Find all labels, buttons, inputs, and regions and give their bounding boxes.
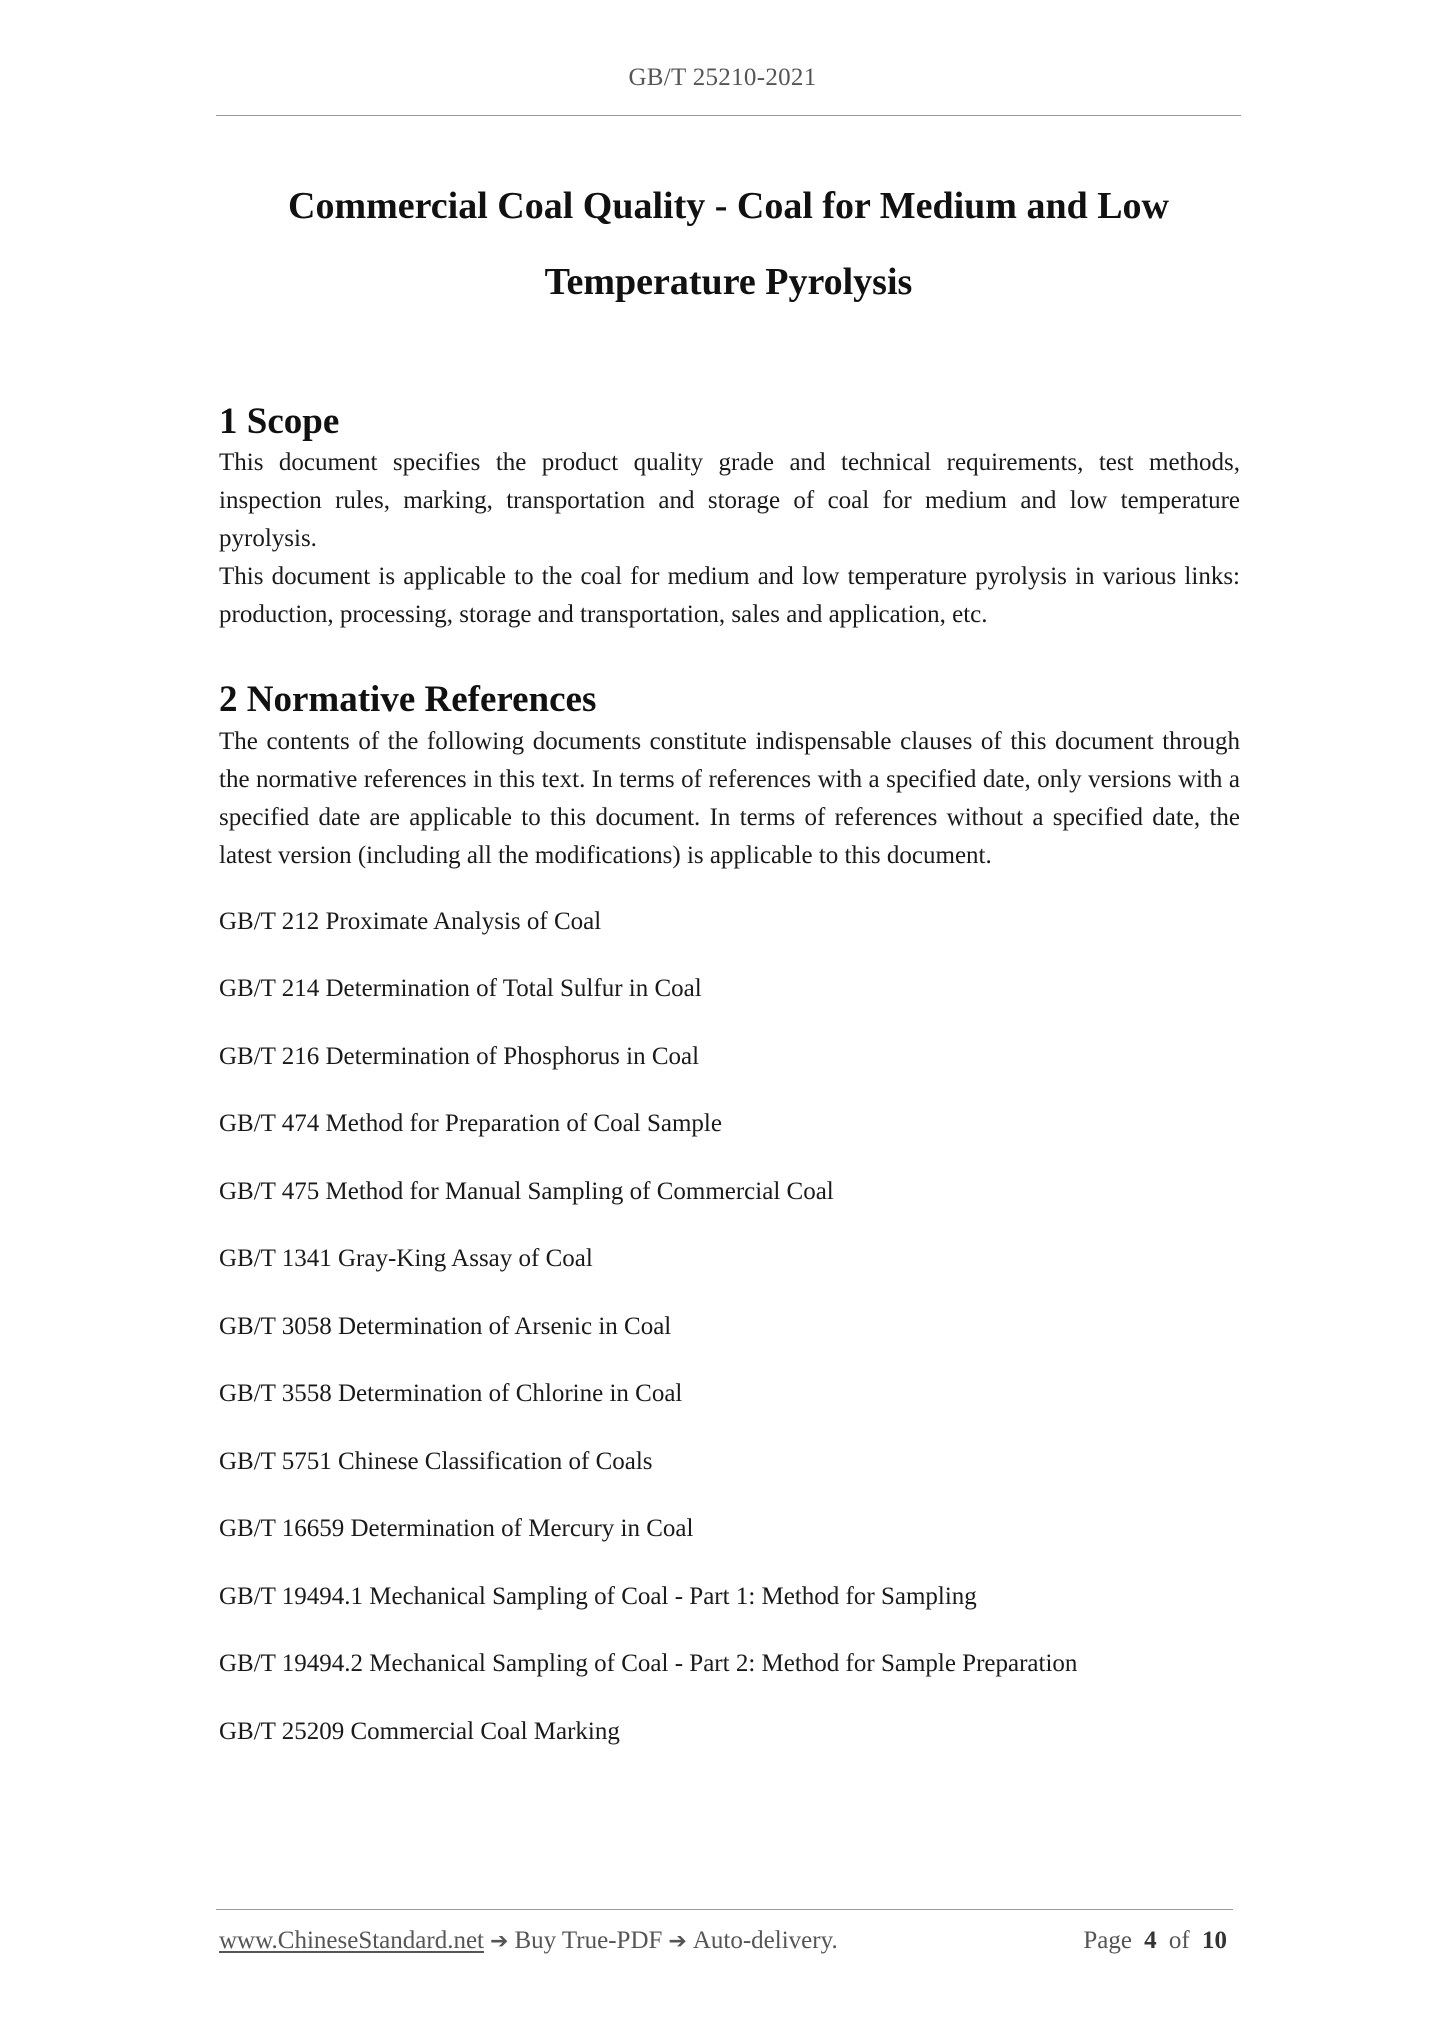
reference-item: GB/T 1341 Gray-King Assay of Coal bbox=[219, 1245, 593, 1273]
page-current-number: 4 bbox=[1144, 1927, 1157, 1954]
page-total-number: 10 bbox=[1202, 1927, 1227, 1954]
reference-item: GB/T 474 Method for Preparation of Coal Sample bbox=[219, 1110, 722, 1138]
footer-divider bbox=[216, 1909, 1233, 1910]
reference-item: GB/T 19494.2 Mechanical Sampling of Coal - Part 2: Method for Sample Preparation bbox=[219, 1650, 1078, 1678]
site-link[interactable]: www.ChineseStandard.net bbox=[219, 1927, 484, 1954]
reference-item: GB/T 25209 Commercial Coal Marking bbox=[219, 1717, 620, 1745]
running-header: GB/T 25210-2021 bbox=[628, 64, 817, 91]
scope-paragraph-1: This document specifies the product quality grade and technical requirements, test methods, inspection rules, marking, transportation and storage of coal for medium and low temperature pyrolysis. bbox=[219, 449, 1240, 553]
document-title bbox=[216, 168, 1241, 320]
reference-item: GB/T 214 Determination of Total Sulfur in Coal bbox=[219, 975, 702, 1003]
reference-item: GB/T 216 Determination of Phosphorus in Coal bbox=[219, 1042, 700, 1070]
normative-paragraph: The contents of the following documents constitute indispensable clauses of this document through the normative references in this text. In terms of references with a specified date, only versions with a specified date are applicable to this document. In terms of references without a specified date, the latest version (including all the modifications) is applicable to this document. bbox=[219, 727, 1240, 869]
page-footer bbox=[219, 1927, 1233, 1967]
reference-item: GB/T 212 Proximate Analysis of Coal bbox=[219, 907, 602, 935]
title-line-2: Temperature Pyrolysis bbox=[544, 261, 913, 303]
header-divider bbox=[216, 115, 1241, 116]
reference-item: GB/T 3058 Determination of Arsenic in Coal bbox=[219, 1312, 672, 1340]
section-heading-scope: 1 Scope bbox=[219, 401, 340, 442]
title-line-1: Commercial Coal Quality - Coal for Medium and Low bbox=[288, 185, 1169, 227]
page-label: Page bbox=[1083, 1927, 1132, 1954]
buy-true-pdf-text: Buy True-PDF bbox=[514, 1927, 663, 1954]
right-arrow-icon: ➔ bbox=[668, 1929, 687, 1954]
scope-paragraph-2: This document is applicable to the coal for medium and low temperature pyrolysis in various links: production, processing, storage and transportation, sales and application, etc. bbox=[219, 563, 1240, 629]
right-arrow-icon: ➔ bbox=[490, 1929, 509, 1954]
reference-item: GB/T 16659 Determination of Mercury in Coal bbox=[219, 1515, 694, 1543]
reference-item: GB/T 3558 Determination of Chlorine in Coal bbox=[219, 1380, 683, 1408]
page-indicator bbox=[1083, 1927, 1233, 1955]
reference-list bbox=[219, 903, 1240, 1751]
section-heading-normative-references: 2 Normative References bbox=[219, 679, 597, 721]
footer-promo bbox=[219, 1927, 838, 1955]
reference-item: GB/T 5751 Chinese Classification of Coals bbox=[219, 1447, 653, 1475]
reference-item: GB/T 19494.1 Mechanical Sampling of Coal - Part 1: Method for Sampling bbox=[219, 1582, 977, 1610]
of-label: of bbox=[1168, 1927, 1190, 1954]
auto-delivery-text: Auto-delivery. bbox=[692, 1927, 838, 1954]
reference-item: GB/T 475 Method for Manual Sampling of Commercial Coal bbox=[219, 1177, 834, 1205]
document-body bbox=[219, 400, 1240, 1780]
